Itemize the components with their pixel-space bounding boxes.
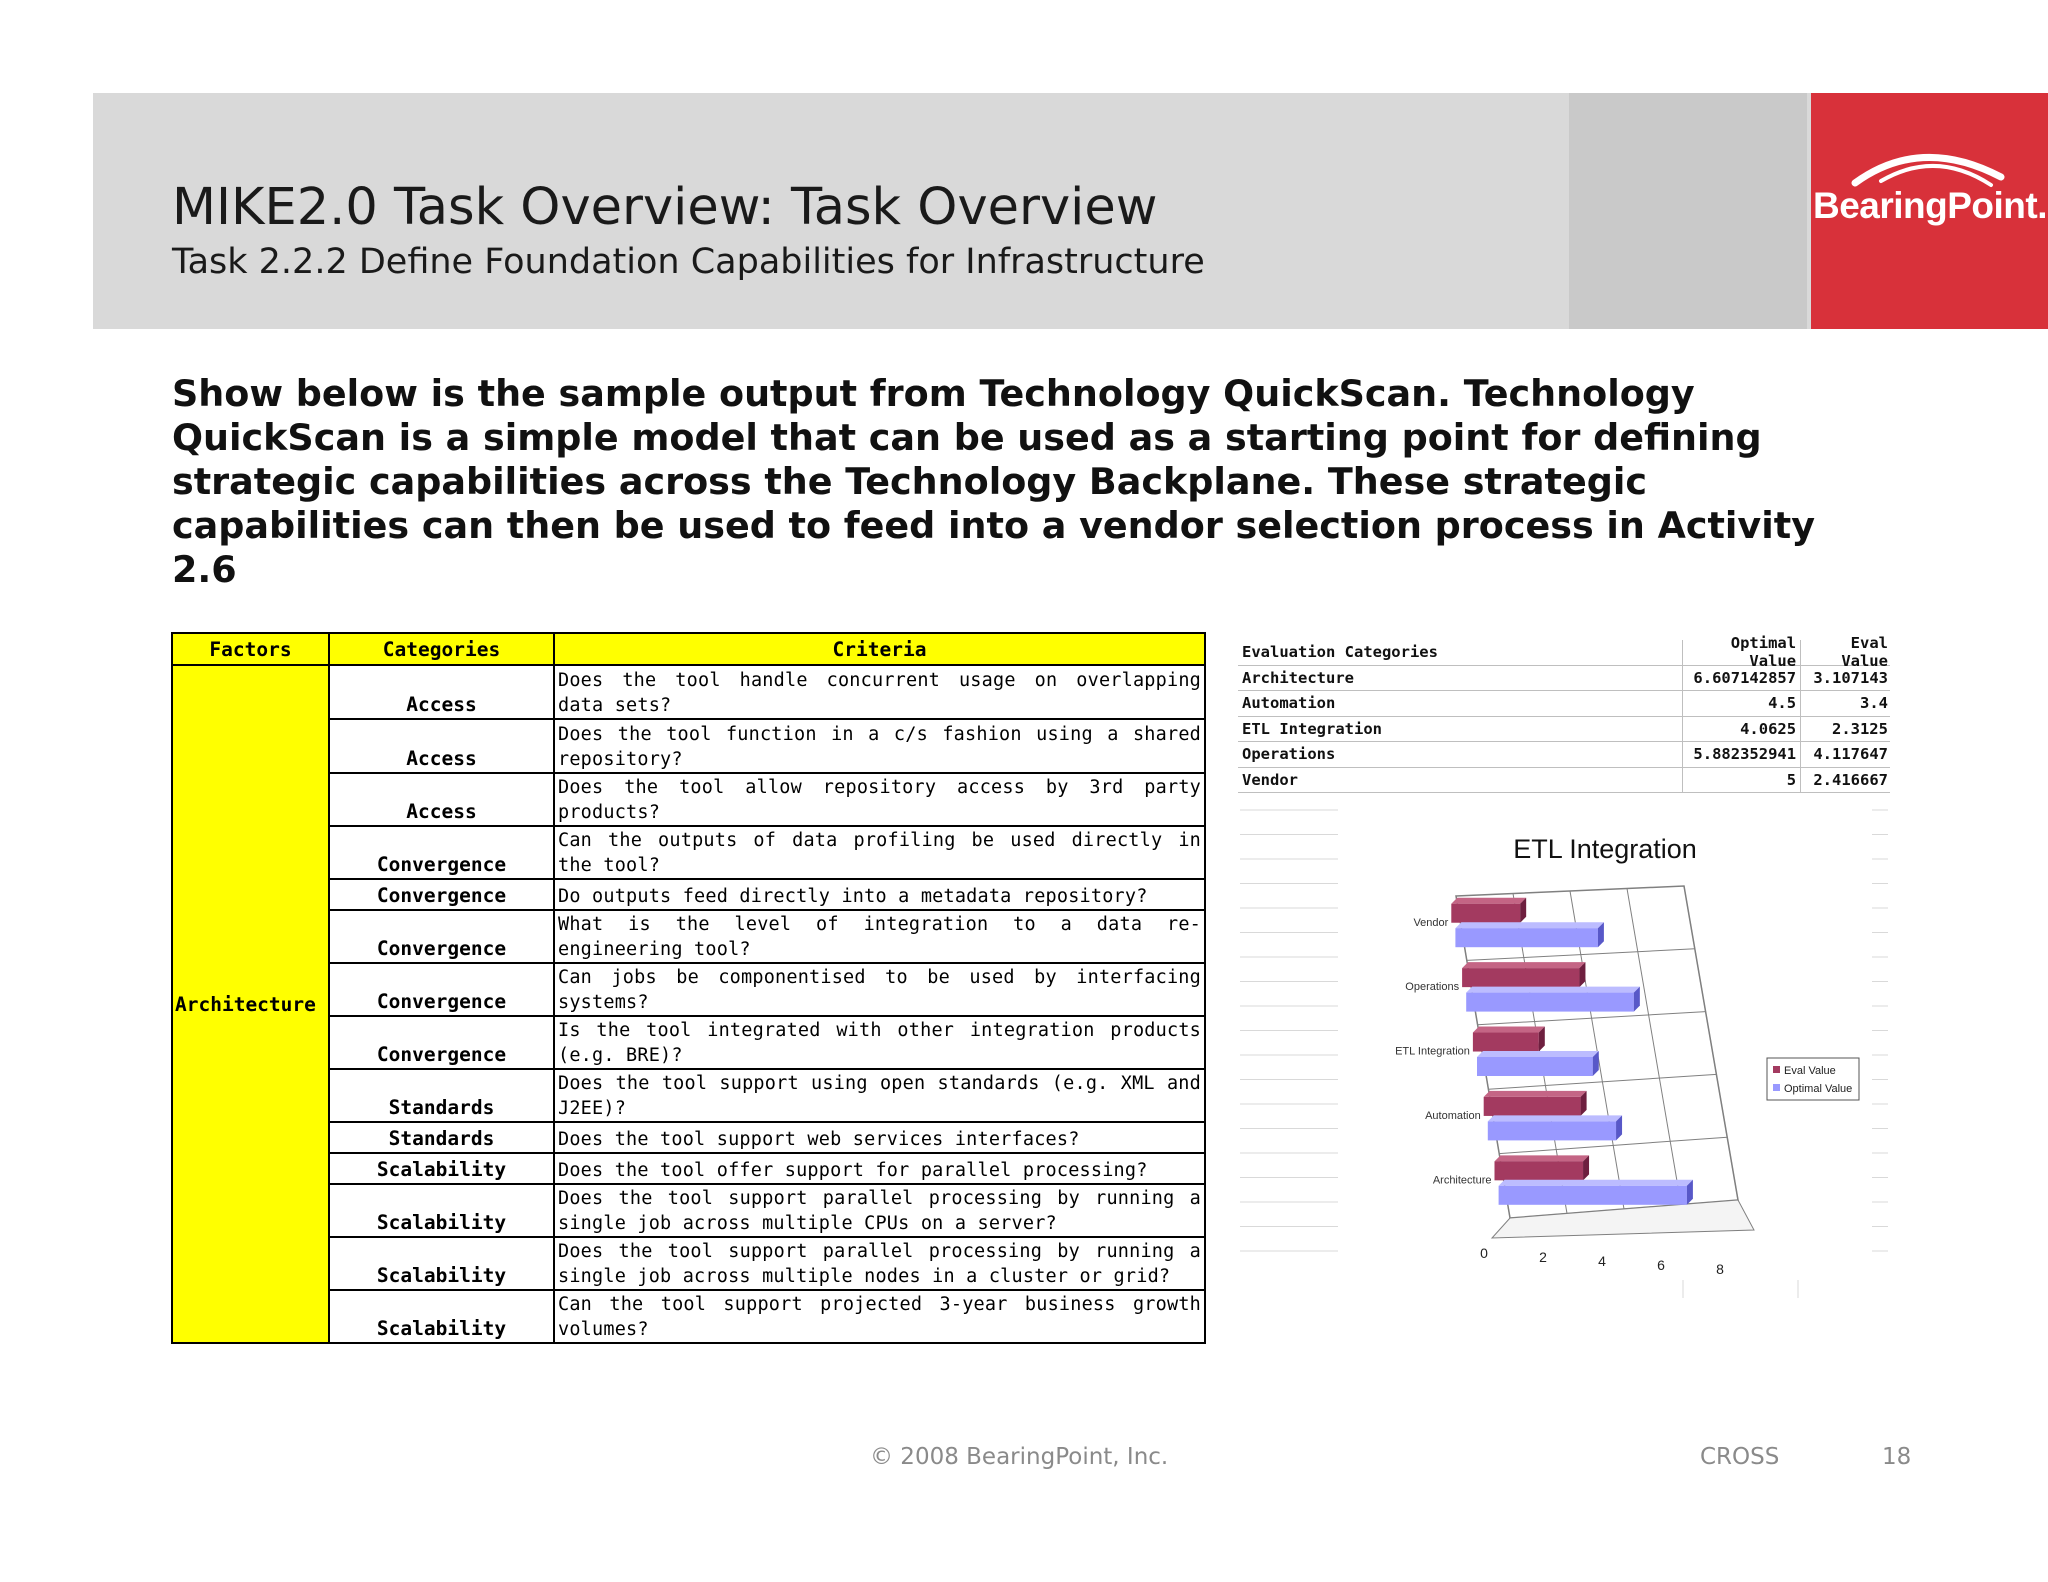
criteria-cell: Does the tool handle concurrent usage on overlapping data sets?	[554, 665, 1205, 719]
category-cell: Convergence	[329, 1016, 554, 1069]
eval-category-cell: Architecture	[1242, 668, 1354, 687]
criteria-cell: Does the tool allow repository access by 3rd party products?	[554, 773, 1205, 826]
evaluation-row	[1238, 717, 1890, 743]
category-label: Architecture	[1432, 1174, 1492, 1187]
etl-integration-chart	[1238, 800, 1890, 1310]
eval-category-cell: Operations	[1242, 745, 1336, 764]
criteria-cell: Can the outputs of data profiling be used directly in the tool?	[554, 826, 1205, 879]
category-label: Vendor	[1413, 916, 1449, 929]
factor-cell: Architecture	[172, 665, 329, 1343]
bar	[1484, 1097, 1581, 1116]
evaluation-row	[1238, 768, 1890, 794]
category-cell: Scalability	[329, 1237, 554, 1290]
x-tick-label: 8	[1716, 1261, 1724, 1277]
category-cell: Scalability	[329, 1153, 554, 1184]
evaluation-row	[1238, 691, 1890, 717]
eval-optimal-cell: 6.607142857	[1682, 666, 1801, 691]
criteria-table	[171, 632, 1206, 1344]
criteria-cell: Does the tool support using open standards (e.g. XML and J2EE)?	[554, 1069, 1205, 1122]
eval-category-cell: Automation	[1242, 694, 1336, 713]
bar	[1455, 928, 1598, 947]
category-cell: Convergence	[329, 910, 554, 963]
eval-optimal-cell: 4.5	[1682, 691, 1801, 716]
header-factors: Factors	[172, 633, 329, 665]
page-number: 18	[1882, 1444, 1912, 1470]
bar-top	[1473, 1027, 1545, 1033]
criteria-cell: Does the tool support parallel processing by running a single job across multiple nodes in a cluster or grid?	[554, 1237, 1205, 1290]
intro-paragraph: Show below is the sample output from Technology QuickScan. Technology QuickScan is a simple model that can be used as a starting point for defining strategic capabilities across the Technology Backplane. These strategic capabilities can then be used to feed into a vendor selection process in Activity 2.6	[172, 372, 1815, 591]
legend-label: Optimal Value	[1784, 1083, 1853, 1095]
evaluation-row	[1238, 742, 1890, 768]
header-shade	[1569, 93, 1807, 329]
bar	[1494, 1161, 1583, 1180]
criteria-cell: Can jobs be componentised to be used by interfacing systems?	[554, 963, 1205, 1016]
category-cell: Convergence	[329, 879, 554, 910]
footer-copyright: © 2008 BearingPoint, Inc.	[870, 1444, 1169, 1470]
category-cell: Access	[329, 719, 554, 773]
criteria-row	[172, 665, 1205, 719]
bar	[1499, 1186, 1687, 1205]
criteria-cell: Does the tool function in a c/s fashion using a shared repository?	[554, 719, 1205, 773]
logo-arc-icon	[1841, 141, 2021, 191]
evaluation-table	[1238, 634, 1890, 793]
criteria-cell: Is the tool integrated with other integration products (e.g. BRE)?	[554, 1016, 1205, 1069]
bar-top	[1462, 962, 1585, 968]
x-tick-label: 6	[1657, 1257, 1665, 1273]
eval-header-optimal: Optimal Value	[1682, 640, 1801, 665]
category-cell: Convergence	[329, 826, 554, 879]
footer-label: CROSS	[1700, 1444, 1780, 1470]
eval-value-cell: 2.416667	[1800, 768, 1890, 793]
criteria-cell: Do outputs feed directly into a metadata repository?	[554, 879, 1205, 910]
bar	[1462, 968, 1579, 987]
x-tick-label: 4	[1598, 1253, 1606, 1269]
category-cell: Access	[329, 773, 554, 826]
eval-value-cell: 2.3125	[1800, 717, 1890, 742]
category-cell: Standards	[329, 1069, 554, 1122]
eval-header-category: Evaluation Categories	[1242, 643, 1438, 662]
bar-top	[1455, 922, 1604, 928]
category-cell: Standards	[329, 1122, 554, 1153]
header-criteria: Criteria	[554, 633, 1205, 665]
page-subtitle: Task 2.2.2 Define Foundation Capabilities for Infrastructure	[172, 242, 1205, 282]
eval-optimal-cell: 5.882352941	[1682, 742, 1801, 767]
eval-value-cell: 3.107143	[1800, 666, 1890, 691]
criteria-cell: Does the tool offer support for parallel processing?	[554, 1153, 1205, 1184]
eval-value-cell: 4.117647	[1800, 742, 1890, 767]
criteria-cell: Does the tool support web services interfaces?	[554, 1122, 1205, 1153]
bar	[1473, 1033, 1539, 1052]
category-cell: Access	[329, 665, 554, 719]
bar-top	[1484, 1091, 1587, 1097]
category-label: Operations	[1405, 981, 1460, 994]
bar-top	[1499, 1180, 1693, 1186]
legend-swatch	[1773, 1066, 1780, 1073]
category-cell: Scalability	[329, 1290, 554, 1343]
evaluation-header-row	[1238, 634, 1890, 671]
legend-swatch	[1773, 1084, 1780, 1091]
evaluation-row	[1238, 666, 1890, 692]
chart-title: ETL Integration	[1513, 834, 1697, 864]
criteria-cell: What is the level of integration to a data re-engineering tool?	[554, 910, 1205, 963]
bar-top	[1488, 1115, 1622, 1121]
x-tick-label: 0	[1480, 1245, 1488, 1261]
category-cell: Scalability	[329, 1184, 554, 1237]
eval-value-cell: 3.4	[1800, 691, 1890, 716]
header-categories: Categories	[329, 633, 554, 665]
bar	[1466, 993, 1634, 1012]
eval-header-eval: Eval Value	[1800, 640, 1890, 665]
bar-top	[1466, 987, 1640, 993]
bar	[1451, 904, 1520, 923]
category-cell: Convergence	[329, 963, 554, 1016]
eval-category-cell: ETL Integration	[1242, 719, 1382, 738]
legend-label: Eval Value	[1784, 1065, 1836, 1077]
bearingpoint-logo	[1811, 93, 2048, 329]
bar	[1477, 1057, 1593, 1076]
criteria-header-row	[172, 633, 1205, 665]
eval-optimal-cell: 4.0625	[1682, 717, 1801, 742]
criteria-cell: Can the tool support projected 3-year business growth volumes?	[554, 1290, 1205, 1343]
bar	[1488, 1121, 1616, 1140]
eval-optimal-cell: 5	[1682, 768, 1801, 793]
bar-top	[1477, 1051, 1599, 1057]
bar-top	[1494, 1155, 1589, 1161]
eval-category-cell: Vendor	[1242, 770, 1298, 789]
criteria-cell: Does the tool support parallel processing by running a single job across multiple CPUs on a server?	[554, 1184, 1205, 1237]
category-label: ETL Integration	[1395, 1045, 1470, 1058]
logo-text: BearingPoint.	[1812, 185, 2048, 226]
page-title: MIKE2.0 Task Overview: Task Overview	[172, 178, 1158, 237]
x-tick-label: 2	[1539, 1249, 1547, 1265]
category-label: Automation	[1425, 1109, 1481, 1122]
bar-top	[1451, 898, 1526, 904]
